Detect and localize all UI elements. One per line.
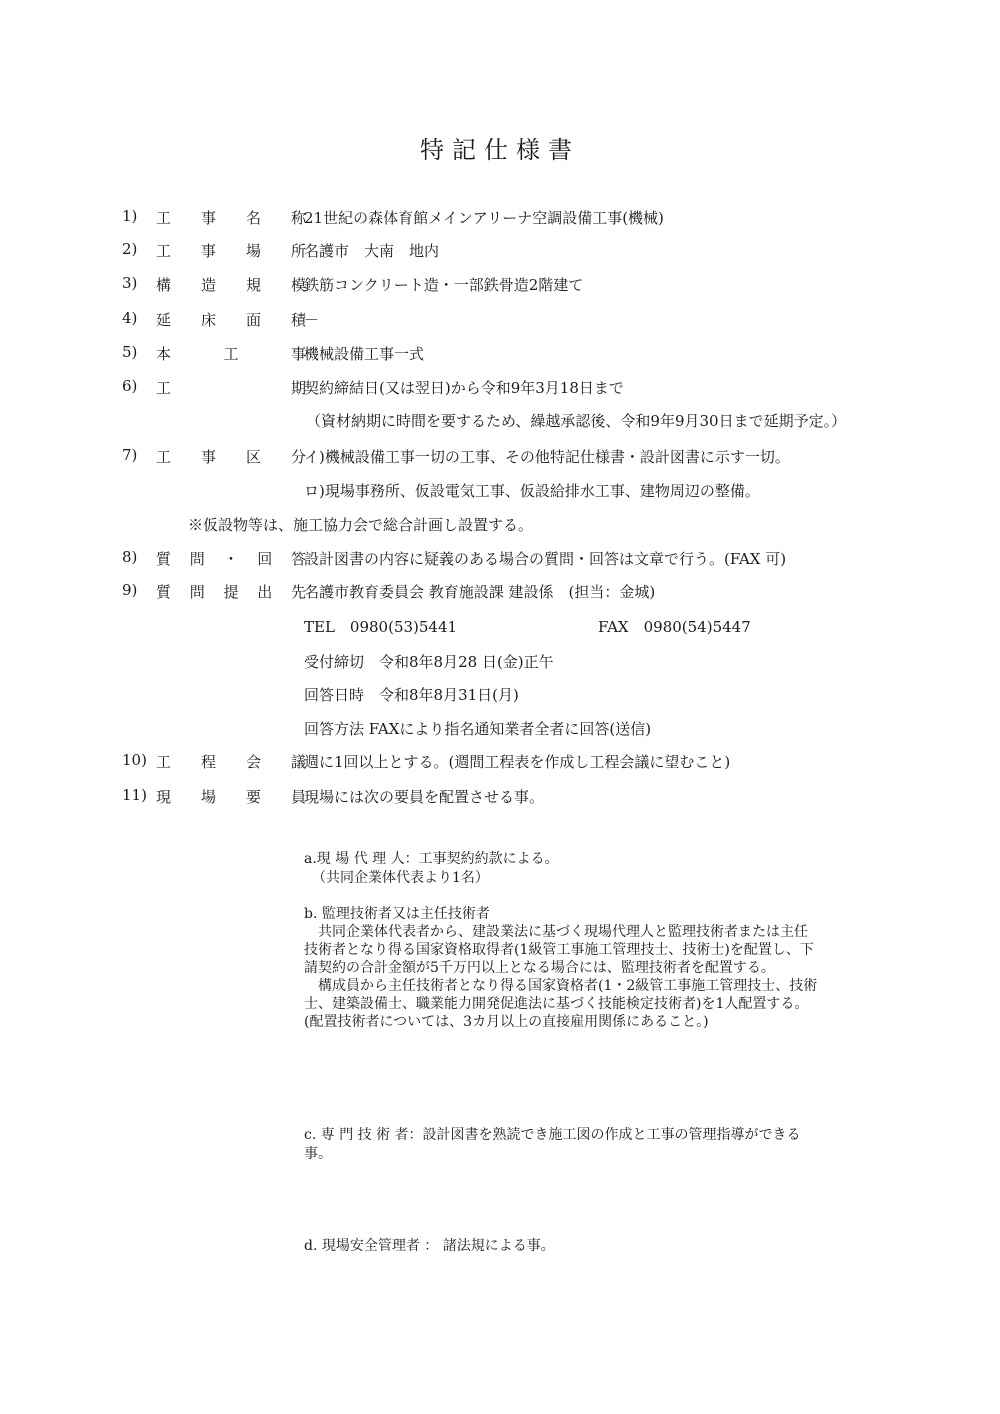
staff-supervising-engineer-text: 共同企業体代表者から、建設業法に基づく現場代理人と監理技術者または主任 — [304, 924, 808, 940]
spec-row-floor-area — [122, 309, 942, 331]
temporary-facilities-note: ※仮設物等は、施工協力会で総合計画し設置する。 — [188, 516, 534, 534]
item-value: 週に1回以上とする。(週間工程表を作成し工程会議に望むこと) — [304, 753, 731, 771]
item-value: 名護市 大南 地内 — [304, 242, 440, 260]
spec-row-period — [122, 377, 942, 399]
spec-row-main-work — [122, 343, 942, 365]
item-number: 7) — [122, 446, 138, 464]
item-number: 8) — [122, 548, 138, 566]
spec-row-location — [122, 240, 942, 262]
staff-specialist-engineer-cont: 事。 — [304, 1146, 332, 1162]
tel-number: TEL 0980(53)5441 — [304, 618, 458, 636]
item-value: 設計図書の内容に疑義のある場合の質問・回答は文章で行う。(FAX 可) — [304, 550, 787, 568]
staff-supervising-engineer-text: 構成員から主任技術者となり得る国家資格者(1・2級管工事施工管理技士、技術 — [304, 978, 818, 994]
item-label: 質 問 提 出 先 — [156, 583, 306, 601]
item-value: イ)機械設備工事一切の工事、その他特記仕様書・設計図書に示す一切。 — [304, 448, 790, 466]
item-value: 契約締結日(又は翌日)から令和9年3月18日まで — [304, 379, 624, 397]
staff-supervising-engineer-text: 技術者となり得る国家資格取得者(1級管工事施工管理技士、技術士)を配置し、下 — [304, 942, 814, 958]
fax-number: FAX 0980(54)5447 — [598, 618, 751, 636]
item-value: 現場には次の要員を配置させる事。 — [304, 788, 545, 806]
item-value: 機械設備工事一式 — [304, 345, 425, 363]
item-label: 工 期 — [156, 379, 306, 397]
page-title: 特記仕様書 — [420, 136, 580, 164]
staff-safety-manager: d. 現場安全管理者 ： 諸法規による事。 — [304, 1238, 555, 1254]
item-number: 6) — [122, 377, 138, 395]
item-label: 工 程 会 議 — [156, 753, 306, 771]
item-value: 鉄筋コンクリート造・一部鉄骨造2階建て — [304, 276, 584, 294]
item-value: － — [304, 311, 320, 329]
staff-site-agent-note: （共同企業体代表より1名） — [312, 870, 489, 886]
item-number: 9) — [122, 581, 138, 599]
staff-supervising-engineer-text: 請契約の合計金額が5千万円以上となる場合には、監理技術者を配置する。 — [304, 960, 775, 976]
work-division-continuation: ロ)現場事務所、仮設電気工事、仮設給排水工事、建物周辺の整備。 — [304, 482, 760, 500]
item-number: 2) — [122, 240, 138, 258]
staff-supervising-engineer-text: (配置技術者については、3カ月以上の直接雇用関係にあること。) — [304, 1014, 709, 1030]
item-number: 3) — [122, 274, 138, 292]
item-value: 21世紀の森体育館メインアリーナ空調設備工事(機械) — [304, 209, 664, 227]
spec-row-submission — [122, 581, 942, 603]
item-label: 本 工 事 — [156, 345, 306, 363]
item-number: 10) — [122, 751, 147, 769]
item-number: 5) — [122, 343, 138, 361]
staff-site-agent: a.現 場 代 理 人：工事契約約款による。 — [304, 851, 559, 867]
item-label: 構 造 規 模 — [156, 276, 306, 294]
staff-supervising-engineer-text: 士、建築設備士、職業能力開発促進法に基づく技能検定技術者)を1人配置する。 — [304, 996, 809, 1012]
item-label: 質 問 ・ 回 答 — [156, 550, 306, 568]
spec-row-structure — [122, 274, 942, 296]
spec-row-process-meeting — [122, 751, 942, 773]
item-label: 工 事 名 称 — [156, 209, 306, 227]
item-label: 工 事 場 所 — [156, 242, 306, 260]
staff-specialist-engineer: c. 専 門 技 術 者：設計図書を熟読でき施工図の作成と工事の管理指導ができる — [304, 1127, 801, 1143]
item-number: 11) — [122, 786, 147, 804]
answer-method: 回答方法 FAXにより指名通知業者全者に回答(送信) — [304, 720, 652, 738]
spec-row-work-division — [122, 446, 942, 468]
spec-row-project-name — [122, 207, 942, 229]
answer-date: 回答日時 令和8年8月31日(月) — [304, 686, 519, 704]
item-value: 名護市教育委員会 教育施設課 建設係 (担当：金城) — [304, 583, 656, 601]
item-label: 工 事 区 分 — [156, 448, 306, 466]
spec-row-site-staff — [122, 786, 942, 808]
item-label: 現 場 要 員 — [156, 788, 306, 806]
spec-row-qa — [122, 548, 942, 570]
item-label: 延 床 面 積 — [156, 311, 306, 329]
item-number: 4) — [122, 309, 138, 327]
item-number: 1) — [122, 207, 138, 225]
period-continuation: （資材納期に時間を要するため、繰越承認後、令和9年9月30日まで延期予定。） — [306, 412, 847, 430]
submission-deadline: 受付締切 令和8年8月28 日(金)正午 — [304, 653, 554, 671]
staff-supervising-engineer-heading: b. 監理技術者又は主任技術者 — [304, 906, 490, 922]
